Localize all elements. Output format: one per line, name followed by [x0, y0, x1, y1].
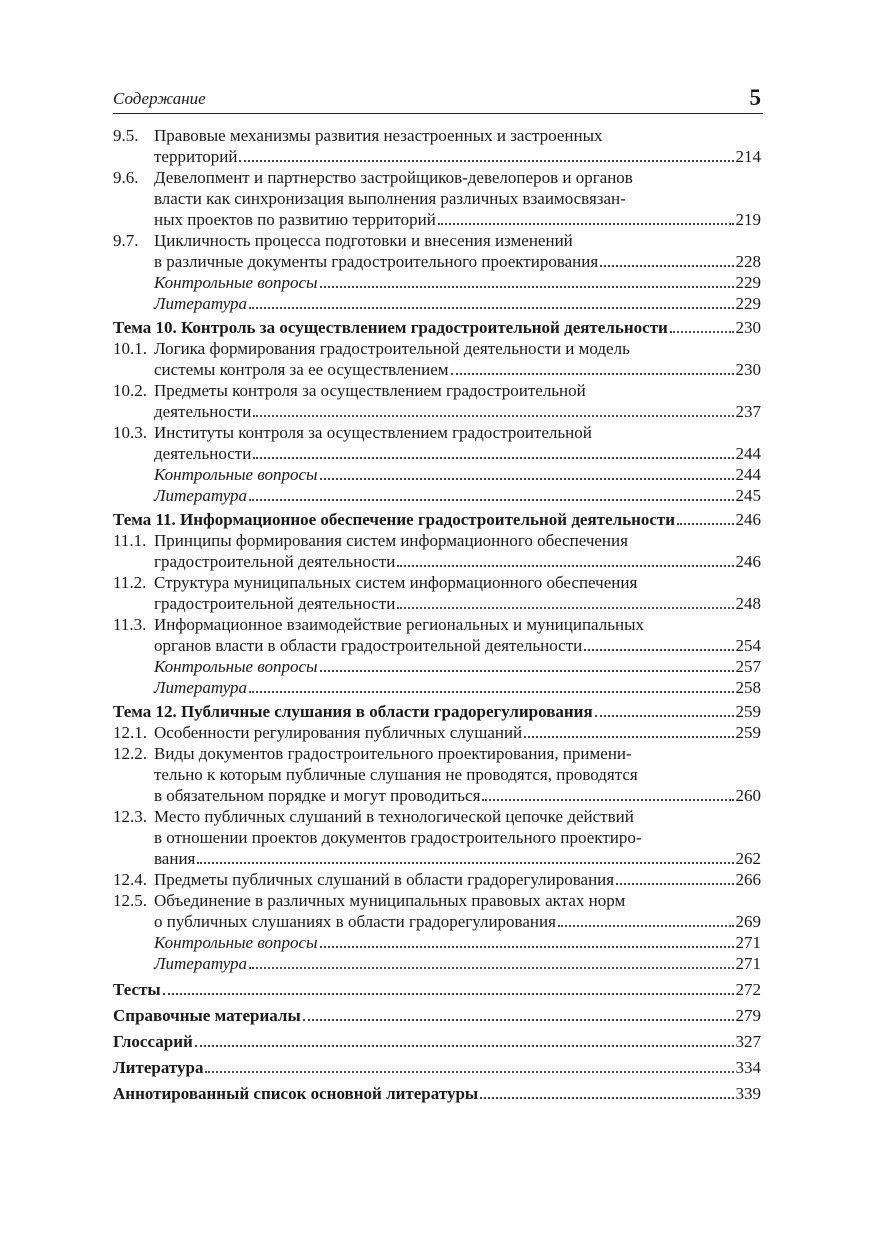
entry-page-number: 244 [735, 465, 761, 484]
toc-entry [113, 1057, 761, 1078]
entry-page-number: 271 [735, 933, 761, 952]
entry-page-number: 279 [735, 1006, 761, 1025]
entry-title-line: в отношении проектов документов градостроительного проектиро- [154, 828, 642, 847]
section-number: 10.3. [113, 423, 147, 442]
toc-entry [113, 932, 761, 953]
dot-leader [253, 401, 733, 417]
entry-page-number: 259 [735, 723, 761, 742]
toc-entry [113, 890, 761, 932]
entry-page-number: 327 [735, 1032, 761, 1051]
entry-title-line: в обязательном порядке и могут проводиться [154, 786, 481, 805]
section-number: 11.2. [113, 573, 147, 592]
dot-leader [600, 251, 733, 267]
entry-title-line: Тема 12. Публичные слушания в области градорегулирования [113, 702, 593, 721]
entry-page-number: 245 [735, 486, 761, 505]
entry-page-number: 214 [735, 147, 761, 166]
entry-title-line: Тема 10. Контроль за осуществлением градостроительной деятельности [113, 318, 668, 337]
entry-title-line: Аннотированный список основной литературы [113, 1084, 479, 1103]
entry-title-line: вания [154, 849, 196, 868]
entry-title-line: Правовые механизмы развития незастроенных и застроенных [154, 126, 603, 145]
entry-title-line: Литература [154, 954, 248, 973]
toc-entry [113, 272, 761, 293]
entry-title-line: о публичных слушаниях в области градорегулирования [154, 912, 556, 931]
toc-entry [113, 317, 761, 338]
section-number: 9.6. [113, 168, 139, 187]
entry-title-line: Контрольные вопросы [154, 273, 318, 292]
dot-leader [239, 146, 733, 162]
toc-entry [113, 656, 761, 677]
toc-entry [113, 1083, 761, 1104]
entry-title-line: Литература [154, 486, 248, 505]
toc-entry [113, 614, 761, 656]
entry-title-line: Литература [154, 678, 248, 697]
entry-title-line: Глоссарий [113, 1032, 193, 1051]
section-number: 12.3. [113, 807, 147, 826]
toc-entry [113, 230, 761, 272]
entry-title-line: деятельности [154, 444, 252, 463]
entry-title-line: Контрольные вопросы [154, 465, 318, 484]
toc-entry [113, 167, 761, 230]
dot-leader [249, 485, 733, 501]
entry-title-line: органов власти в области градостроительной деятельности [154, 636, 583, 655]
entry-page-number: 229 [735, 273, 761, 292]
dot-leader [205, 1057, 733, 1073]
dot-leader [249, 953, 733, 969]
section-number: 11.3. [113, 615, 147, 634]
section-number: 12.5. [113, 891, 147, 910]
toc-entry [113, 1005, 761, 1026]
entry-title-line: деятельности [154, 402, 252, 421]
entry-page-number: 219 [735, 210, 761, 229]
section-number: 10.2. [113, 381, 147, 400]
entry-page-number: 334 [735, 1058, 761, 1077]
toc-entry [113, 293, 761, 314]
section-number: 9.7. [113, 231, 139, 250]
toc-entry [113, 869, 761, 890]
dot-leader [249, 293, 733, 309]
entry-page-number: 248 [735, 594, 761, 613]
dot-leader [584, 635, 733, 651]
toc-entry [113, 722, 761, 743]
entry-title-line: Тема 11. Информационное обеспечение градостроительной деятельности [113, 510, 676, 529]
dot-leader [595, 701, 734, 717]
entry-title-line: Принципы формирования систем информационного обеспечения [154, 531, 628, 550]
entry-title-line: Справочные материалы [113, 1006, 301, 1025]
dot-leader [303, 1005, 734, 1021]
entry-page-number: 339 [735, 1084, 761, 1103]
toc-entry [113, 485, 761, 506]
dot-leader [320, 464, 734, 480]
entry-title-line: Особенности регулирования публичных слушаний [154, 723, 523, 742]
entry-title-line: тельно к которым публичные слушания не проводятся, проводятся [154, 765, 638, 784]
entry-page-number: 258 [735, 678, 761, 697]
toc-entry [113, 422, 761, 464]
dot-leader [320, 932, 734, 948]
dot-leader [163, 979, 734, 995]
entry-title-line: Тесты [113, 980, 161, 999]
entry-page-number: 246 [735, 552, 761, 571]
entry-title-line: градостроительной деятельности [154, 552, 396, 571]
dot-leader [482, 785, 733, 801]
dot-leader [195, 1031, 734, 1047]
toc-entry [113, 509, 761, 530]
dot-leader [677, 509, 733, 525]
entry-page-number: 230 [735, 360, 761, 379]
entry-page-number: 229 [735, 294, 761, 313]
entry-page-number: 237 [735, 402, 761, 421]
toc-entry [113, 677, 761, 698]
dot-leader [397, 551, 733, 567]
entry-title-line: Место публичных слушаний в технологической цепочке действий [154, 807, 634, 826]
entry-page-number: 257 [735, 657, 761, 676]
entry-title-line: Девелопмент и партнерство застройщиков-девелоперов и органов [154, 168, 633, 187]
page-number: 5 [749, 85, 761, 110]
entry-title-line: Литература [154, 294, 248, 313]
entry-title-line: Предметы публичных слушаний в области градорегулирования [154, 870, 615, 889]
dot-leader [616, 869, 733, 885]
toc-entry [113, 806, 761, 869]
entry-page-number: 266 [735, 870, 761, 889]
entry-title-line: системы контроля за ее осуществлением [154, 360, 449, 379]
entry-title-line: Цикличность процесса подготовки и внесения изменений [154, 231, 573, 250]
entry-title-line: Структура муниципальных систем информационного обеспечения [154, 573, 638, 592]
dot-leader [558, 911, 734, 927]
toc-entry [113, 743, 761, 806]
dot-leader [197, 848, 733, 864]
entry-page-number: 228 [735, 252, 761, 271]
toc-entry [113, 701, 761, 722]
dot-leader [397, 593, 733, 609]
section-number: 12.4. [113, 870, 147, 889]
entry-title-line: в различные документы градостроительного проектирования [154, 252, 599, 271]
toc-entry [113, 953, 761, 974]
toc-entry [113, 572, 761, 614]
entry-page-number: 271 [735, 954, 761, 973]
entry-title-line: Литература [113, 1058, 204, 1077]
entry-page-number: 269 [735, 912, 761, 931]
entry-page-number: 230 [735, 318, 761, 337]
toc-entry [113, 1031, 761, 1052]
entry-title-line: Контрольные вопросы [154, 657, 318, 676]
entry-title-line: Информационное взаимодействие региональных и муниципальных [154, 615, 645, 634]
toc-entry [113, 380, 761, 422]
section-number: 11.1. [113, 531, 147, 550]
section-number: 12.1. [113, 723, 147, 742]
toc-entry [113, 979, 761, 1000]
entry-title-line: территорий [154, 147, 238, 166]
table-of-contents [113, 125, 761, 1104]
entry-title-line: градостроительной деятельности [154, 594, 396, 613]
toc-entry [113, 125, 761, 167]
entry-title-line: Институты контроля за осуществлением градостроительной [154, 423, 592, 442]
dot-leader [480, 1083, 733, 1099]
dot-leader [320, 656, 734, 672]
toc-entry [113, 464, 761, 485]
entry-title-line: ных проектов по развитию территорий [154, 210, 436, 229]
entry-page-number: 244 [735, 444, 761, 463]
toc-entry [113, 338, 761, 380]
section-number: 10.1. [113, 339, 147, 358]
dot-leader [253, 443, 733, 459]
running-header-title: Содержание [113, 89, 206, 108]
entry-page-number: 262 [735, 849, 761, 868]
dot-leader [451, 359, 734, 375]
entry-title-line: Объединение в различных муниципальных правовых актах норм [154, 891, 626, 910]
entry-page-number: 260 [735, 786, 761, 805]
running-header [113, 85, 763, 114]
dot-leader [438, 209, 734, 225]
entry-title-line: Контрольные вопросы [154, 933, 318, 952]
toc-entry [113, 530, 761, 572]
entry-title-line: Логика формирования градостроительной деятельности и модель [154, 339, 630, 358]
entry-page-number: 272 [735, 980, 761, 999]
dot-leader [524, 722, 733, 738]
entry-page-number: 254 [735, 636, 761, 655]
entry-page-number: 259 [735, 702, 761, 721]
dot-leader [670, 317, 734, 333]
entry-page-number: 246 [735, 510, 761, 529]
entry-title-line: Виды документов градостроительного проектирования, примени- [154, 744, 632, 763]
entry-title-line: власти как синхронизация выполнения различных взаимосвязан- [154, 189, 626, 208]
dot-leader [249, 677, 733, 693]
section-number: 9.5. [113, 126, 139, 145]
dot-leader [320, 272, 734, 288]
entry-title-line: Предметы контроля за осуществлением градостроительной [154, 381, 586, 400]
section-number: 12.2. [113, 744, 147, 763]
